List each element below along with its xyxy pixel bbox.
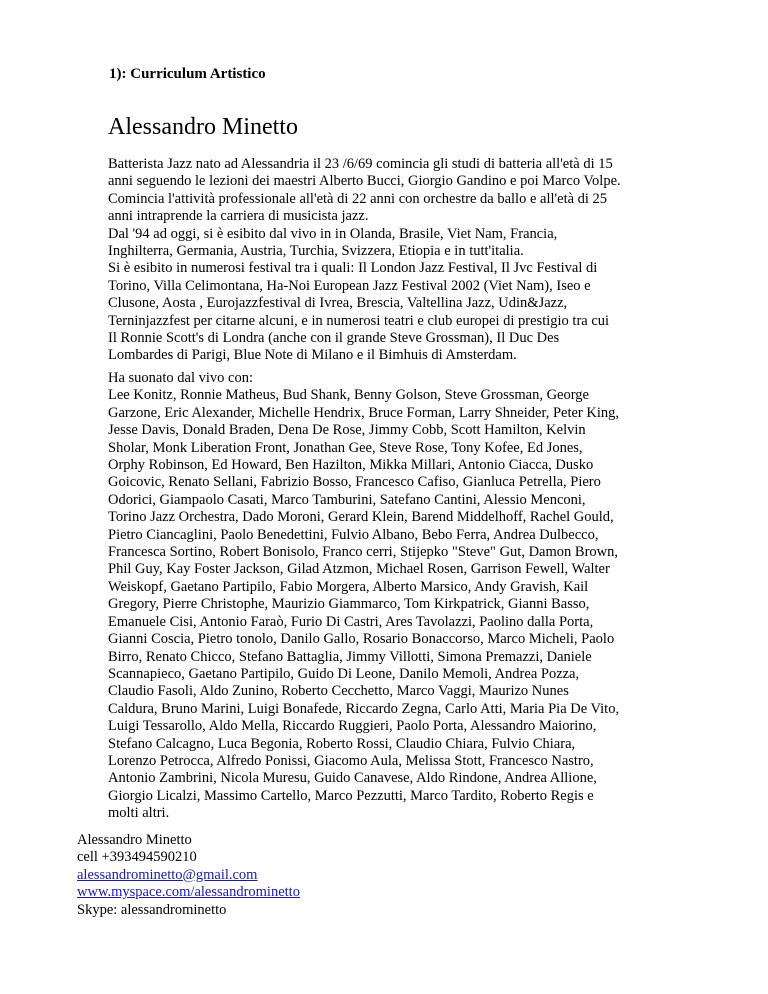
bio-line: anni intraprende la carriera di musicista jazz. bbox=[108, 208, 369, 225]
contact-skype: Skype: alessandrominetto bbox=[77, 901, 227, 918]
collab-line: Lee Konitz, Ronnie Matheus, Bud Shank, Benny Golson, Steve Grossman, George bbox=[108, 387, 589, 404]
collab-line: Gianni Coscia, Pietro tonolo, Danilo Gallo, Rosario Bonaccorso, Marco Micheli, Paolo bbox=[108, 631, 615, 648]
collab-line: Jesse Davis, Donald Braden, Dena De Rose, Jimmy Cobb, Scott Hamilton, Kelvin bbox=[108, 422, 586, 439]
collab-line: Scannapieco, Gaetano Partipilo, Guido Di Leone, Danilo Memoli, Andrea Pozza, bbox=[108, 665, 580, 682]
collab-line: Goicovic, Renato Sellani, Fabrizio Bosso, Francesco Cafiso, Gianluca Petrella, Piero bbox=[108, 474, 601, 491]
collab-line: Sholar, Monk Liberation Front, Jonathan Gee, Steve Rose, Tony Kofee, Ed Jones, bbox=[108, 439, 583, 456]
bio-line: anni seguendo le lezioni dei maestri Alberto Bucci, Giorgio Gandino e poi Marco Volpe. bbox=[108, 173, 621, 190]
bio-line: Si è esibito in numerosi festival tra i quali: Il London Jazz Festival, Il Jvc Festival di bbox=[108, 260, 598, 277]
collab-line: Garzone, Eric Alexander, Michelle Hendrix, Bruce Forman, Larry Shneider, Peter King, bbox=[108, 404, 619, 421]
bio-line: Il Ronnie Scott's di Londra (anche con il grande Steve Grossman), Il Duc Des bbox=[108, 330, 560, 347]
collab-line: Caldura, Bruno Marini, Luigi Bonafede, Riccardo Zegna, Carlo Atti, Maria Pia De Vito, bbox=[108, 700, 620, 717]
collab-line: molti altri. bbox=[108, 805, 170, 822]
collab-line: Giorgio Licalzi, Massimo Cartello, Marco Pezzutti, Marco Tardito, Roberto Regis e bbox=[108, 787, 594, 804]
bio-line: Torino, Villa Celimontana, Ha-Noi European Jazz Festival 2002 (Viet Nam), Iseo e bbox=[108, 277, 591, 294]
bio-line: Batterista Jazz nato ad Alessandria il 23 /6/69 comincia gli studi di batteria all'età di 15 bbox=[108, 156, 613, 172]
collab-line: Lorenzo Petrocca, Alfredo Ponissi, Giacomo Aula, Melissa Stott, Francesco Nastro, bbox=[108, 752, 594, 769]
biography-paragraph bbox=[108, 156, 718, 365]
collab-line: Weiskopf, Gaetano Partipilo, Fabio Morgera, Alberto Marsico, Andy Gravish, Kail bbox=[108, 578, 589, 595]
contact-name: Alessandro Minetto bbox=[77, 832, 192, 848]
collab-line: Stefano Calcagno, Luca Begonia, Roberto Rossi, Claudio Chiara, Fulvio Chiara, bbox=[108, 735, 576, 752]
collab-line: Antonio Zambrini, Nicola Muresu, Guido Canavese, Aldo Rindone, Andrea Allione, bbox=[108, 770, 597, 787]
bio-line: Dal '94 ad oggi, si è esibito dal vivo in in Olanda, Brasile, Viet Nam, Francia, bbox=[108, 225, 558, 242]
collaborators-paragraph bbox=[108, 370, 718, 823]
bio-line: Terninjazzfest per citarne alcuni, e in numerosi teatri e club europei di prestigio tra cui bbox=[108, 312, 610, 329]
website-link[interactable]: www.myspace.com/alessandrominetto bbox=[77, 884, 300, 901]
section-heading: 1): Curriculum Artistico bbox=[109, 66, 266, 82]
contact-cell: cell +393494590210 bbox=[77, 849, 197, 866]
collab-line: Birro, Renato Chicco, Stefano Battaglia, Jimmy Villotti, Simona Premazzi, Daniele bbox=[108, 648, 592, 665]
bio-line: Lombardes di Parigi, Blue Note di Milano e il Bimhuis di Amsterdam. bbox=[108, 347, 517, 364]
bio-line: Clusone, Aosta , Eurojazzfestival di Ivrea, Brescia, Valtellina Jazz, Udin&Jazz, bbox=[108, 295, 568, 312]
collab-line: Odorici, Giampaolo Casati, Marco Tamburini, Satefano Cantini, Alessio Menconi, bbox=[108, 491, 586, 508]
email-link[interactable]: alessandrominetto@gmail.com bbox=[77, 866, 258, 883]
collab-line: Francesca Sortino, Robert Bonisolo, Franco cerri, Stijepko "Steve" Gut, Damon Brown, bbox=[108, 544, 618, 561]
contact-block bbox=[77, 832, 300, 919]
collab-line: Luigi Tessarollo, Aldo Mella, Riccardo Ruggieri, Paolo Porta, Alessandro Maiorino, bbox=[108, 718, 597, 735]
collab-line: Claudio Fasoli, Aldo Zunino, Roberto Cecchetto, Marco Vaggi, Maurizo Nunes bbox=[108, 683, 569, 700]
collab-line: Emanuele Cisi, Antonio Faraò, Furio Di Castri, Ares Tavolazzi, Paolino dalla Porta, bbox=[108, 613, 594, 630]
collab-line: Torino Jazz Orchestra, Dado Moroni, Gerard Klein, Barend Middelhoff, Rachel Gould, bbox=[108, 509, 614, 526]
collab-line: Gregory, Pierre Christophe, Maurizio Giammarco, Tom Kirkpatrick, Gianni Basso, bbox=[108, 596, 590, 613]
collab-line: Ha suonato dal vivo con: bbox=[108, 370, 253, 386]
artist-name-title: Alessandro Minetto bbox=[108, 114, 298, 140]
collab-line: Orphy Robinson, Ed Howard, Ben Hazilton, Mikka Millari, Antonio Ciacca, Dusko bbox=[108, 457, 594, 474]
bio-line: Inghilterra, Germania, Austria, Turchia, Svizzera, Etiopia e in tutt'italia. bbox=[108, 243, 524, 260]
bio-line: Comincia l'attività professionale all'età di 22 anni con orchestre da ballo e all'età di 25 bbox=[108, 190, 608, 207]
collab-line: Phil Guy, Kay Foster Jackson, Gilad Atzmon, Michael Rosen, Garrison Fewell, Walter bbox=[108, 561, 610, 578]
collab-line: Pietro Ciancaglini, Paolo Benedettini, Fulvio Albano, Bebo Ferra, Andrea Dulbecco, bbox=[108, 526, 599, 543]
